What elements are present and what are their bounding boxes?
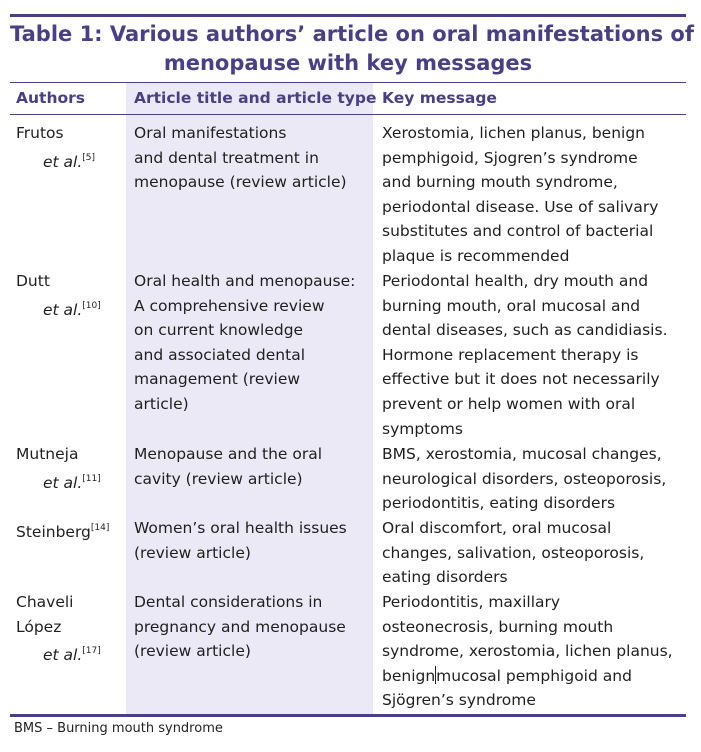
cell-text-line: symptoms — [382, 419, 463, 438]
row-4-article — [134, 516, 347, 565]
table-title — [10, 20, 694, 78]
cell-text-line: Women’s oral health issues — [134, 519, 347, 537]
cell-text-line: pemphigoid, Sjogren’s syndrome — [382, 148, 638, 167]
cell-text-line: on current knowledge — [134, 321, 304, 340]
header-bottom-rule — [10, 114, 686, 115]
cell-text-line: changes, salivation, osteoporosis, — [382, 543, 645, 562]
cell-text-line: Menopause and the oral — [134, 445, 323, 463]
row-5-author — [16, 590, 101, 668]
row-3-key-message — [382, 442, 666, 516]
cell-text-line: A comprehensive review — [134, 296, 325, 315]
cell-text-line: osteonecrosis, burning mouth — [382, 617, 614, 636]
cell-text-line: et al.[11] — [43, 473, 101, 492]
cell-text-line: plaque is recommended — [382, 246, 570, 265]
row-5-key-message — [382, 590, 673, 713]
cell-text-line: Xerostomia, lichen planus, benign — [382, 124, 646, 142]
header-authors: Authors — [16, 89, 85, 107]
cell-text-line: Periodontitis, maxillary — [382, 593, 561, 611]
cell-text-line: Oral discomfort, oral mucosal — [382, 519, 612, 537]
cell-text-line: and associated dental — [134, 345, 306, 364]
cell-text-line: Mutneja — [16, 445, 79, 463]
header-article: Article title and article type — [134, 89, 377, 107]
row-2-key-message — [382, 269, 668, 441]
cell-text-line: Steinberg[14] — [16, 523, 110, 541]
row-3-author — [16, 442, 101, 495]
cell-text-line: substitutes and control of bacterial — [382, 222, 654, 241]
cell-text-line: Dental considerations in — [134, 593, 323, 611]
cell-text-line: article) — [134, 394, 189, 413]
cell-text-line: and burning mouth syndrome, — [382, 173, 618, 192]
cell-text-line: Chaveli — [16, 593, 74, 611]
cell-text-line: Oral health and menopause: — [134, 272, 356, 290]
cell-text-line: BMS, xerostomia, mucosal changes, — [382, 445, 662, 463]
footnote: BMS – Burning mouth syndrome — [14, 721, 223, 736]
table-bottom-rule — [10, 714, 686, 717]
cell-text-line: Periodontal health, dry mouth and — [382, 272, 649, 290]
cell-text-line: neurological disorders, osteoporosis, — [382, 469, 667, 488]
row-4-key-message — [382, 516, 644, 590]
row-1-article — [134, 121, 347, 195]
cell-text-line: Oral manifestations — [134, 124, 287, 142]
cell-text-line: cavity (review article) — [134, 469, 303, 488]
cell-text-line: and dental treatment in — [134, 148, 319, 167]
row-4-author — [16, 516, 109, 545]
cell-text-line: López — [16, 617, 62, 636]
cell-text-line: periodontitis, eating disorders — [382, 494, 616, 513]
title-line-2: menopause with key messages — [163, 51, 533, 75]
cell-text-line: Frutos — [16, 124, 64, 142]
cell-text-line: Hormone replacement therapy is — [382, 345, 639, 364]
row-1-key-message — [382, 121, 658, 269]
cell-text-line: prevent or help women with oral — [382, 394, 636, 413]
cell-text-line: et al.[10] — [43, 300, 101, 319]
title-line-1: Table 1: Various authors’ article on oral manifestations of — [10, 22, 694, 46]
cell-text-line: syndrome, xerostomia, lichen planus, — [382, 642, 673, 661]
cell-text-line: pregnancy and menopause — [134, 617, 346, 636]
cell-text-line: benignmucosal pemphigoid and — [382, 666, 632, 685]
cell-text-line: burning mouth, oral mucosal and — [382, 296, 641, 315]
cell-text-line: (review article) — [134, 642, 251, 661]
title-top-rule — [10, 14, 686, 17]
header-key-message: Key message — [382, 89, 497, 107]
row-3-article — [134, 442, 322, 491]
cell-text-line: management (review — [134, 370, 301, 389]
cell-text-line: menopause (review article) — [134, 173, 347, 192]
cell-text-line: dental diseases, such as candidiasis. — [382, 321, 668, 340]
cell-text-line: effective but it does not necessarily — [382, 370, 660, 389]
row-2-author — [16, 269, 101, 322]
cell-text-line: periodontal disease. Use of salivary — [382, 197, 659, 216]
cell-text-line: et al.[17] — [43, 646, 101, 665]
cell-text-line: et al.[5] — [43, 152, 96, 171]
row-1-author — [16, 121, 95, 174]
cell-text-line: Dutt — [16, 272, 50, 290]
row-2-article — [134, 269, 355, 417]
cell-text-line: (review article) — [134, 543, 251, 562]
cell-text-line: eating disorders — [382, 568, 508, 587]
cell-text-line: Sjögren’s syndrome — [382, 691, 536, 710]
row-5-article — [134, 590, 346, 664]
